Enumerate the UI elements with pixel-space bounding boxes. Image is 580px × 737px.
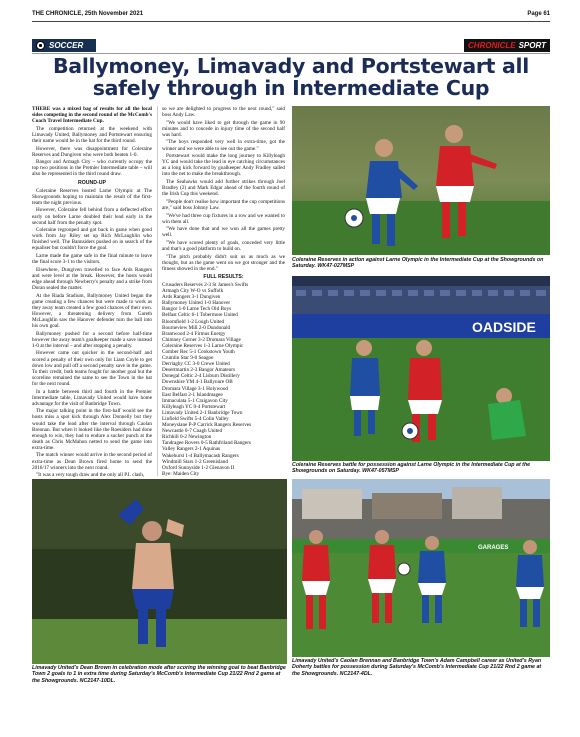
result-item: Tandragee Rovers 0-5 Rathfriland Rangers	[162, 440, 251, 447]
photo-coleraine-2-image	[292, 276, 550, 461]
paragraph: "People don't realise how important the cup competitions are," said boss Johnny Law.	[162, 198, 285, 211]
photo-limavady-celebration-image	[32, 479, 287, 664]
result-item: Derriaghy CC 3-0 Crewe United	[162, 361, 230, 368]
result-item: Crusaders Reserves 2-3 St James's Swifts	[162, 281, 249, 288]
lead-paragraph: THERE was a mixed bag of results for all the local sides competing in the second round of the McComb's Coach Travel Intermediate Cup.	[32, 106, 152, 125]
result-item: Moneyslane P-P Carrick Rangers Reserves	[162, 422, 252, 429]
paragraph: At the Riada Stadium, Ballymoney United began the game creating a few chances but were made to work as they away team created a few good chances of their own. However, a threatening delivery from Gareth McLaughlin saw the Hanover defender turn the ball into his own goal.	[32, 292, 152, 330]
paragraph: Larne made the game safe in the final minute to leave the final score 3-1 to the visitors.	[32, 253, 152, 266]
paragraph: "We have done that and we won all the games pretty well.	[162, 226, 285, 239]
result-item: Limavady United 2-1 Banbridge Town	[162, 409, 243, 416]
article-column-1	[32, 106, 152, 479]
result-item: Oxford Sunnyside 1-2 Glenavon II	[162, 464, 235, 471]
result-item: Ards Rangers 3-1 Dungiven	[162, 294, 221, 301]
photo-limavady-celebration	[32, 479, 287, 664]
result-item: Brantwood 2-4 Firmus Energy	[162, 330, 226, 337]
result-item: Dromara Village 3-1 Holywood	[162, 385, 229, 392]
paragraph: However came out quicker in the second-half and scored a penalty of their own only for Liam Coyle to get down low and pull off a second penalty save in the game. To their credit, both teams fought for another goal but the scoreline remained the same to see the Town in the hat for the next round.	[32, 350, 152, 387]
result-item: Wakehurst 1-4 Ballymacash Rangers	[162, 452, 239, 459]
paragraph: "We would have liked to get through the game in 90 minutes and to concede in injury time of the second half was hard.	[162, 119, 285, 138]
result-item: Valley Rangers 2-1 Aquinas	[162, 446, 221, 453]
paragraph: "We have scored plenty of goals, conceded very little and that's a good platform to build on.	[162, 239, 285, 252]
paragraph: "We've had three cup fixtures in a row and we wanted to win them all.	[162, 212, 285, 225]
paragraph: Portstewart would make the long journey to Killyleagh YC and would take the lead in eye catching circumstances as a long kick forward by goalkeeper Andy Fradley sailed into the net to make the breakthrough.	[162, 153, 285, 178]
paragraph: The Seahawks would add further strikes through Joel Bradley (2) and Mark Edgar ahead of the fourth round of the Irish Cup this weekend.	[162, 179, 285, 198]
paragraph: "The boys responded very well in extra-time, got the winner and we were able to see out the game."	[162, 139, 285, 152]
result-item: Bangor 1-0 Larne Tech Old Boys	[162, 306, 232, 313]
football-icon	[36, 41, 45, 50]
caption-photo-1: Coleraine Reserves in action against Larne Olympic in the Intermediate Cup at the Showgrounds on Saturday. WK47-027MSP	[292, 257, 544, 270]
result-item: Immaculata 5-1 Craigavon City	[162, 397, 228, 404]
paragraph: The match winner would arrive in the second period of extra-time as Dean Brown fired home to send the 2016/17 winners into the next round.	[32, 452, 152, 471]
photo-coleraine-1-image	[292, 106, 550, 255]
result-item: Desertmartin 2-3 Bangor Amateurs	[162, 367, 236, 374]
paragraph: so we are delighted to progress to the next round," said boss Andy Law.	[162, 106, 285, 119]
paragraph: However, there was disappointment for Coleraine Reserves and Dungiven who were both beaten 1-0.	[32, 145, 152, 158]
result-item: Linfield Swifts 5-4 Colin Valley	[162, 416, 229, 422]
header-rule	[32, 21, 550, 22]
result-item: Killyleagh YC 0-4 Portstewart	[162, 403, 226, 410]
result-item: Ballymoney United 1-0 Hanover	[162, 300, 231, 307]
headline: Ballymoney, Limavady and Portstewart all safely through in Intermediate Cup	[52, 54, 530, 100]
paragraph: Ballymoney pushed for a second before half-time however the away team's goalkeeper made a save instead 1-0 at the interval – and after stopping a penalty.	[32, 330, 152, 349]
brand-sport: SPORT	[518, 41, 546, 50]
subhead-roundup: ROUND-UP	[78, 179, 106, 186]
paragraph: However, Coleraine fell behind from a deflected effort early on before Larne doubled their lead early in the second half from the penalty spot.	[32, 207, 152, 226]
paragraph: Coleraine regrouped and got back in game when good work from Jay Riley set up Rich McLaughlin who finished well. The Bannsiders pushed on in search of the equaliser but couldn't force the goal.	[32, 227, 152, 252]
result-item: Crumlin Star 9-0 Seagoe	[162, 355, 214, 362]
subhead-full-results: FULL RESULTS:	[203, 273, 244, 280]
caption-photo-4: Limavady United's Caolan Brennan and Banbridge Town's Adam Campbell career as United's Ryan Doherty battles for possession during Saturday's McComb's Intermediate Cup 21/22 Rnd 2 game at the Showgrounds. NC2147-4DL.	[292, 658, 542, 677]
column-rule	[157, 106, 158, 476]
section-label: SOCCER	[49, 41, 84, 50]
result-item: Windmill Stars 1-2 Greenisland	[162, 458, 228, 465]
paragraph: "It was a very tough draw and the only all P.I. clash,	[36, 472, 145, 479]
results-list	[162, 282, 285, 477]
paragraph: The major talking point in the first-half would see the hosts miss a spot kick through Alex Donnelly but they would take the lead after the interval through Caolan Brennan. But when it looked like the Roesiders had done enough to win, they had to endure a sucker punch at the death as Chris McMahon netted to send the game into extra-time.	[32, 408, 152, 451]
photo-coleraine-1	[292, 106, 550, 255]
brand-tag	[464, 39, 550, 52]
result-item: Downshire YM 4-1 Ballynure OB	[162, 379, 233, 386]
paragraph: The competition returned at the weekend with Limavady United, Ballymoney and Portstewart ensuring their name would be in the hat for the third round.	[32, 125, 152, 144]
result-item: Belfast Celtic 6-1 Tobermore United	[162, 312, 238, 319]
result-item: Coleraine Reserves 1-3 Larne Olympic	[162, 342, 244, 349]
paragraph: Elsewhere, Dungiven travelled to face Ards Rangers and were level at the break. However, the hosts would edge ahead through Newberry's penalty and a strike from Doran sealed the matter.	[32, 266, 152, 292]
article-column-2	[162, 106, 285, 477]
photo-limavady-banbridge-image	[292, 479, 550, 657]
ad-board-text-2: GARAGES	[478, 545, 509, 551]
issue-date: THE CHRONICLE, 25th November 2021	[32, 11, 144, 17]
result-item: Newcastle 0-7 Coagh United	[162, 428, 223, 435]
section-tag	[32, 39, 96, 52]
photo-coleraine-2	[292, 276, 550, 461]
paragraph: Bangor and Armagh City – who currently occupy the top two positions in the Premier Intermediate table – will also be represented in the third round draw.	[32, 159, 152, 178]
result-item: East Belfast 2-1 Islandmagee	[162, 391, 223, 398]
page-number: Page 61	[527, 11, 550, 17]
paragraph: Coleraine Reserves hosted Larne Olympic at The Showgrounds hoping to maintain the result of the first-team the night previous.	[32, 187, 152, 206]
result-item: Donegal Celtic 2-4 Lisburn Distillery	[162, 373, 240, 380]
paragraph: In a battle between third and fourth in the Premier Intermediate table, Limavady United would have home advantage for the visit of Banbridge Town.	[32, 388, 152, 407]
result-item: Bye: Maiden City	[162, 470, 200, 477]
result-item: Chimney Corner 3-2 Dromara Village	[162, 336, 241, 343]
result-item: Bloomfield 1-2 Lough United	[162, 318, 225, 325]
caption-photo-3: Limavady United's Dean Brown in celebration mode after scoring the winning goal to beat Banbridge Town 2 goals to 1 in extra time during Saturday's McComb's Intermediate Cup 21/22 Rnd 2 game at the Showgrounds. NC2147-10DL.	[32, 665, 286, 684]
paragraph: "The pitch probably didn't suit us as much as we thought, but as the game went on we got stronger and the fitness showed in the end."	[162, 253, 285, 272]
result-item: Armagh City W-O vs Suffolk	[162, 288, 224, 295]
result-item: Comber Rec 5-1 Cookstown Youth	[162, 348, 235, 355]
result-item: Bourneview Mill 2-0 Dundonald	[162, 324, 231, 331]
brand-chronicle: CHRONICLE	[468, 41, 516, 50]
ad-board-text: OADSIDE	[472, 319, 536, 335]
caption-photo-2: Coleraine Reserves battle for possession against Larne Olympic in the Intermediate Cup at the Showgrounds on Saturday. WK47-057MSP	[292, 462, 531, 475]
result-item: Richhill 0-2 Newington	[162, 434, 212, 441]
page-header	[32, 9, 550, 19]
photo-limavady-banbridge	[292, 479, 550, 657]
